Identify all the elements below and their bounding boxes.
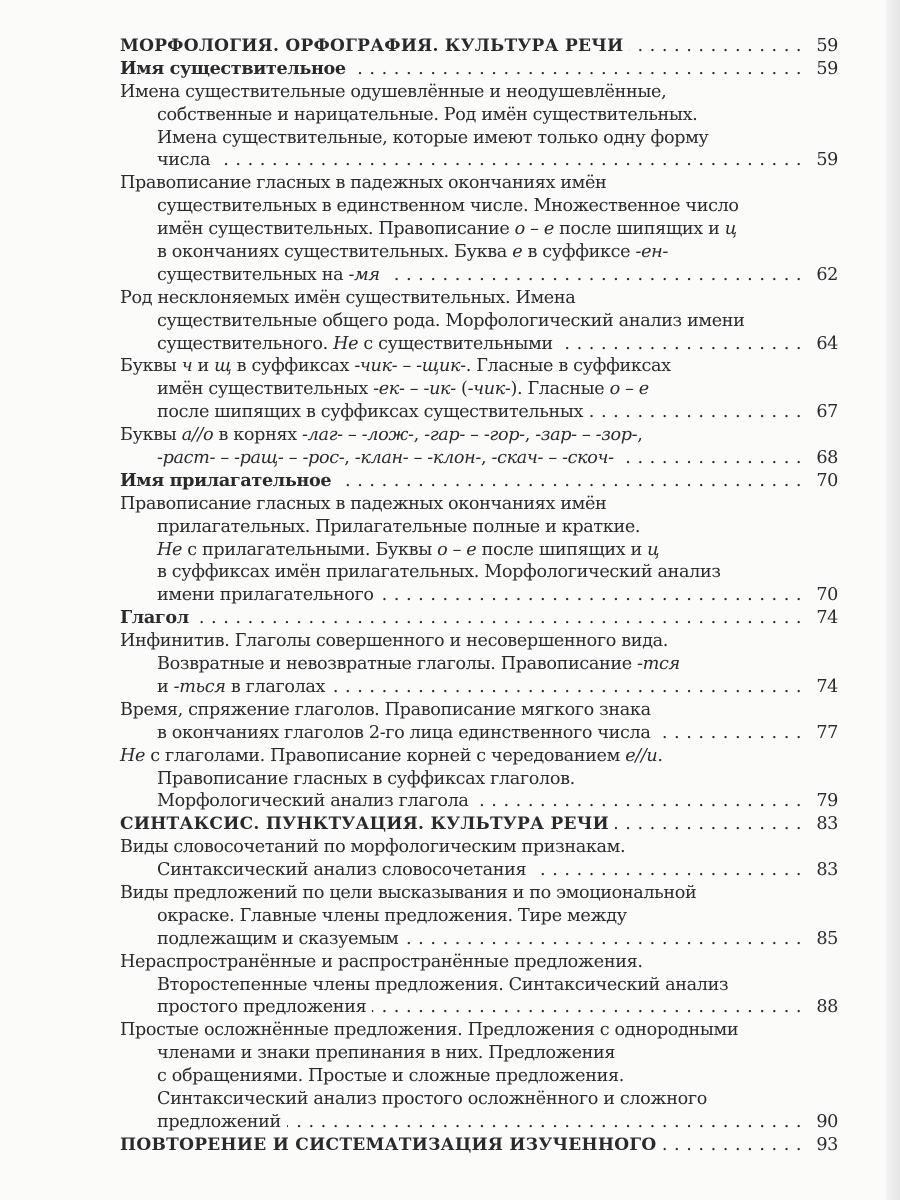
text-fragment: Род несклоняемых имён существительных. Имена xyxy=(120,287,576,308)
toc-line-text xyxy=(120,287,575,310)
toc-line-text xyxy=(120,699,651,722)
text-fragment: Имена существительные одушевлённые и неодушевлённые, xyxy=(120,81,667,102)
text-fragment: существительные общего рода. Морфологический анализ имени xyxy=(157,310,745,331)
italic-fragment: -ться xyxy=(173,676,226,697)
toc-line-text xyxy=(157,447,614,470)
toc-entry xyxy=(120,630,838,699)
text-fragment: подлежащим и сказуемым xyxy=(157,928,399,949)
text-fragment: с обращениями. Простые и сложные предложения. xyxy=(157,1066,624,1087)
toc-line xyxy=(120,401,838,424)
page-number: 85 xyxy=(816,928,838,949)
toc-line-text xyxy=(157,333,553,356)
dot-leader xyxy=(656,722,802,745)
toc-line-text xyxy=(157,516,640,539)
page-number: 62 xyxy=(816,264,838,285)
page-number: 90 xyxy=(816,1111,838,1132)
italic-fragment: Не xyxy=(120,745,146,766)
toc-line-text xyxy=(157,378,649,401)
text-fragment: имён существительных xyxy=(157,379,374,400)
dot-leader xyxy=(620,447,802,470)
text-fragment: Время, спряжение глаголов. Правописание мягкого знака xyxy=(120,699,651,720)
italic-fragment: -чик- xyxy=(467,379,511,400)
toc-line-text xyxy=(157,1111,281,1134)
toc-line xyxy=(120,264,838,287)
italic-fragment: Не xyxy=(157,539,183,560)
text-fragment: в суффиксах xyxy=(231,356,355,377)
text-fragment: Инфинитив. Глаголы совершенного и несовершенного вида. xyxy=(120,631,669,652)
toc-line xyxy=(120,1042,838,1065)
text-fragment: в окончаниях существительных. Буква xyxy=(157,242,513,263)
toc-line-text xyxy=(120,1134,657,1157)
text-fragment: , xyxy=(524,425,536,446)
italic-fragment: -скач- – -скоч- xyxy=(491,448,614,469)
toc-line xyxy=(120,1088,838,1111)
toc-line xyxy=(120,1019,838,1042)
toc-line xyxy=(120,355,838,378)
toc-line-text xyxy=(120,1019,738,1042)
toc-entry xyxy=(120,81,838,173)
toc-entry xyxy=(120,836,838,882)
toc-line xyxy=(120,996,838,1019)
toc-line-text xyxy=(157,1088,707,1111)
toc-line-text xyxy=(157,584,374,607)
text-fragment: с глаголами. Правописание корней с чередованием xyxy=(145,745,626,766)
text-fragment: МОРФОЛОГИЯ. ОРФОГРАФИЯ. КУЛЬТУРА РЕЧИ xyxy=(120,36,624,56)
page-number: 68 xyxy=(816,448,838,469)
text-fragment: окраске. Главные члены предложения. Тире между xyxy=(157,905,627,926)
text-fragment: прилагательных. Прилагательные полные и краткие. xyxy=(157,516,641,537)
toc-line-text xyxy=(157,996,366,1019)
toc-line xyxy=(120,447,838,470)
italic-fragment: ц xyxy=(647,539,660,560)
text-fragment: , xyxy=(481,448,492,469)
italic-fragment: Не xyxy=(333,333,359,354)
toc-line xyxy=(120,81,838,104)
toc-entry xyxy=(120,172,838,286)
text-fragment: Нераспространённые и распространённые предложения. xyxy=(120,951,643,972)
text-fragment: Синтаксический анализ простого осложнённого и сложного xyxy=(157,1088,707,1109)
toc-line-text xyxy=(120,424,643,447)
text-fragment: Синтаксический анализ словосочетания xyxy=(157,860,527,881)
toc-line-text xyxy=(120,493,606,516)
text-fragment: Виды предложений по цели высказывания и по эмоциональной xyxy=(120,882,697,903)
italic-fragment: ч xyxy=(181,356,193,377)
text-fragment: после шипящих в суффиксах существительных xyxy=(157,402,584,423)
page-number: 74 xyxy=(816,676,838,697)
text-fragment: СИНТАКСИС. ПУНКТУАЦИЯ. КУЛЬТУРА РЕЧИ xyxy=(120,814,609,835)
toc-line xyxy=(120,127,838,150)
toc-line xyxy=(120,813,838,836)
text-fragment: числа xyxy=(157,150,211,171)
toc-line-text xyxy=(120,355,671,378)
text-fragment: Второстепенные члены предложения. Синтаксический анализ xyxy=(157,974,729,995)
toc-line xyxy=(120,195,838,218)
page-number: 93 xyxy=(816,1134,838,1155)
toc-line xyxy=(120,928,838,951)
italic-fragment: -зар- – -зор- xyxy=(535,425,638,446)
text-fragment: ПОВТОРЕНИЕ И СИСТЕМАТИЗАЦИЯ ИЗУЧЕННОГО xyxy=(120,1134,657,1155)
italic-fragment: -ек- – -ик- xyxy=(373,379,456,400)
toc-line-text xyxy=(120,58,346,81)
text-fragment: , xyxy=(344,448,355,469)
table-of-contents xyxy=(120,35,838,1157)
toc-line xyxy=(120,584,838,607)
text-fragment: с прилагательными. Буквы xyxy=(182,539,438,560)
italic-fragment: о – е xyxy=(609,379,649,400)
text-fragment: существительного. xyxy=(157,333,334,354)
toc-line xyxy=(120,516,838,539)
toc-line-text xyxy=(157,401,583,424)
toc-line xyxy=(120,836,838,859)
toc-line-text xyxy=(157,1065,624,1088)
toc-entry xyxy=(120,355,838,424)
italic-fragment: а//о xyxy=(181,425,214,446)
toc-line-text xyxy=(157,768,575,791)
dot-leader xyxy=(216,149,802,172)
toc-line-text xyxy=(157,859,526,882)
toc-line-text xyxy=(157,1042,615,1065)
toc-line xyxy=(120,882,838,905)
toc-line-text xyxy=(120,630,668,653)
dot-leader xyxy=(475,790,802,813)
toc-line xyxy=(120,653,838,676)
toc-line xyxy=(120,149,838,172)
toc-line-text xyxy=(157,310,745,333)
page-number: 59 xyxy=(816,36,838,56)
dot-leader xyxy=(404,928,802,951)
page-number: 83 xyxy=(816,814,838,835)
italic-fragment: е xyxy=(512,242,523,263)
italic-fragment: е//и xyxy=(625,745,658,766)
toc-line-text xyxy=(120,882,696,905)
toc-line xyxy=(120,699,838,722)
toc-entry xyxy=(120,951,838,1020)
toc-subsection-heading xyxy=(120,607,838,630)
text-fragment: существительных на xyxy=(157,264,349,285)
italic-fragment: -гар- – -гор- xyxy=(424,425,525,446)
italic-fragment: -тся xyxy=(637,654,680,675)
toc-line xyxy=(120,378,838,401)
toc-entry xyxy=(120,287,838,356)
text-fragment: и xyxy=(192,356,215,377)
page-number: 64 xyxy=(816,333,838,354)
italic-fragment: -чик- – -щик- xyxy=(354,356,466,377)
toc-line-text xyxy=(157,218,737,241)
italic-fragment: -раст- – -ращ- – -рос- xyxy=(157,448,345,469)
dot-leader xyxy=(372,996,802,1019)
text-fragment: Правописание гласных в падежных окончаниях имён xyxy=(120,173,607,194)
text-fragment: ). Гласные xyxy=(510,379,610,400)
toc-line xyxy=(120,470,838,493)
italic-fragment: о – е xyxy=(514,219,554,240)
toc-line-text xyxy=(157,974,728,997)
toc-line xyxy=(120,1065,838,1088)
text-fragment: простого предложения xyxy=(157,997,367,1018)
dot-leader xyxy=(663,1134,803,1157)
toc-line xyxy=(120,790,838,813)
toc-subsection-heading xyxy=(120,58,838,81)
toc-line xyxy=(120,951,838,974)
text-fragment: Морфологический анализ глагола xyxy=(157,791,469,812)
text-fragment: существительных в единственном числе. Множественное число xyxy=(157,196,739,217)
toc-line-text xyxy=(157,241,668,264)
toc-line-text xyxy=(120,745,663,768)
dot-leader xyxy=(386,264,802,287)
italic-fragment: -мя xyxy=(348,264,380,285)
dot-leader xyxy=(331,676,802,699)
dot-leader xyxy=(337,470,802,493)
page-edge xyxy=(886,0,900,1200)
dot-leader xyxy=(615,813,802,836)
text-fragment: собственные и нарицательные. Род имён существительных. xyxy=(157,104,698,125)
toc-entry xyxy=(120,424,838,470)
italic-fragment: -лаг- – -лож- xyxy=(302,425,414,446)
page-number: 70 xyxy=(816,470,838,491)
toc-line xyxy=(120,539,838,562)
toc-line-text xyxy=(157,928,398,951)
text-fragment: . Гласные в суффиксах xyxy=(465,356,671,377)
text-fragment: имени прилагательного xyxy=(157,585,374,606)
toc-entry xyxy=(120,1019,838,1133)
toc-entry xyxy=(120,493,838,607)
dot-leader xyxy=(589,401,802,424)
toc-line-text xyxy=(157,653,680,676)
text-fragment: Возвратные и невозвратные глаголы. Правописание xyxy=(157,654,638,675)
text-fragment: после шипящих и xyxy=(553,219,725,240)
text-fragment: и xyxy=(157,676,174,697)
toc-line xyxy=(120,1111,838,1134)
dot-leader xyxy=(352,58,802,81)
italic-fragment: -ен- xyxy=(635,242,668,263)
text-fragment: . xyxy=(657,745,663,766)
dot-leader xyxy=(287,1111,802,1134)
page-number: 79 xyxy=(816,791,838,812)
page-number: 77 xyxy=(816,722,838,743)
italic-fragment: -клан- – -клон- xyxy=(354,448,481,469)
text-fragment: Буквы xyxy=(120,425,182,446)
toc-line xyxy=(120,905,838,928)
toc-line xyxy=(120,333,838,356)
text-fragment: предложений xyxy=(157,1111,281,1132)
text-fragment: в суффиксе xyxy=(522,242,636,263)
text-fragment: имён существительных. Правописание xyxy=(157,219,515,240)
page-number: 67 xyxy=(816,402,838,423)
toc-line xyxy=(120,310,838,333)
toc-line-text xyxy=(120,81,666,104)
text-fragment: , xyxy=(413,425,425,446)
text-fragment: после шипящих и xyxy=(476,539,648,560)
text-fragment: Виды словосочетаний по морфологическим признакам. xyxy=(120,837,626,858)
toc-entry xyxy=(120,745,838,814)
text-fragment: Правописание гласных в падежных окончаниях имён xyxy=(120,493,607,514)
text-fragment: в корнях xyxy=(213,425,303,446)
dot-leader xyxy=(195,607,802,630)
toc-line xyxy=(120,424,838,447)
toc-section-heading xyxy=(120,35,838,58)
text-fragment: ( xyxy=(455,379,468,400)
toc-line xyxy=(120,172,838,195)
toc-line-text xyxy=(120,35,623,58)
toc-line xyxy=(120,859,838,882)
toc-line-text xyxy=(157,790,469,813)
toc-line xyxy=(120,974,838,997)
text-fragment: с существительными xyxy=(358,333,553,354)
toc-line-text xyxy=(120,813,609,836)
toc-line xyxy=(120,241,838,264)
toc-line xyxy=(120,561,838,584)
toc-line xyxy=(120,35,838,58)
dot-leader xyxy=(532,859,802,882)
toc-line xyxy=(120,676,838,699)
italic-fragment: о – е xyxy=(437,539,477,560)
toc-line xyxy=(120,493,838,516)
text-fragment: в окончаниях глаголов 2-го лица единственного числа xyxy=(157,722,651,743)
toc-line-text xyxy=(157,104,697,127)
toc-line xyxy=(120,287,838,310)
toc-line-text xyxy=(120,607,189,630)
toc-line-text xyxy=(157,676,325,699)
toc-line-text xyxy=(157,722,650,745)
toc-section-heading xyxy=(120,1134,838,1157)
toc-line xyxy=(120,218,838,241)
toc-line xyxy=(120,745,838,768)
text-fragment: Буквы xyxy=(120,356,182,377)
text-fragment: Простые осложнённые предложения. Предложения с однородными xyxy=(120,1020,739,1041)
toc-line xyxy=(120,58,838,81)
toc-entry xyxy=(120,882,838,951)
text-fragment: Глагол xyxy=(120,607,189,629)
dot-leader xyxy=(380,584,802,607)
text-fragment: Имя прилагательное xyxy=(120,469,332,491)
toc-line xyxy=(120,768,838,791)
toc-line-text xyxy=(120,470,331,493)
text-fragment: , xyxy=(637,425,643,446)
text-fragment: Имена существительные, которые имеют только одну форму xyxy=(157,127,709,148)
toc-line-text xyxy=(157,264,380,287)
toc-line xyxy=(120,607,838,630)
toc-line xyxy=(120,1134,838,1157)
toc-line-text xyxy=(157,149,210,172)
toc-line xyxy=(120,722,838,745)
text-fragment: в суффиксах имён прилагательных. Морфологический анализ xyxy=(157,562,721,583)
toc-line-text xyxy=(157,539,659,562)
toc-line-text xyxy=(157,561,721,584)
toc-line xyxy=(120,630,838,653)
text-fragment: членами и знаки препинания в них. Предложения xyxy=(157,1043,616,1064)
dot-leader xyxy=(559,333,802,356)
toc-line-text xyxy=(120,836,625,859)
text-fragment: в глаголах xyxy=(225,676,326,697)
page-number: 83 xyxy=(816,860,838,881)
toc-entry xyxy=(120,699,838,745)
page-number: 88 xyxy=(816,997,838,1018)
toc-line xyxy=(120,104,838,127)
page-number: 59 xyxy=(816,58,838,79)
toc-line-text xyxy=(120,951,643,974)
text-fragment: Имя существительное xyxy=(120,57,346,79)
page-number: 74 xyxy=(816,608,838,629)
toc-line-text xyxy=(157,905,627,928)
page-number: 70 xyxy=(816,585,838,606)
toc-line-text xyxy=(120,172,606,195)
italic-fragment: щ xyxy=(214,356,232,377)
toc-line-text xyxy=(157,195,739,218)
text-fragment: Правописание гласных в суффиксах глаголов. xyxy=(157,768,575,789)
toc-line-text xyxy=(157,127,708,150)
toc-subsection-heading xyxy=(120,470,838,493)
dot-leader xyxy=(629,35,802,58)
toc-section-heading xyxy=(120,813,838,836)
italic-fragment: ц xyxy=(724,219,737,240)
page-number: 59 xyxy=(816,150,838,171)
